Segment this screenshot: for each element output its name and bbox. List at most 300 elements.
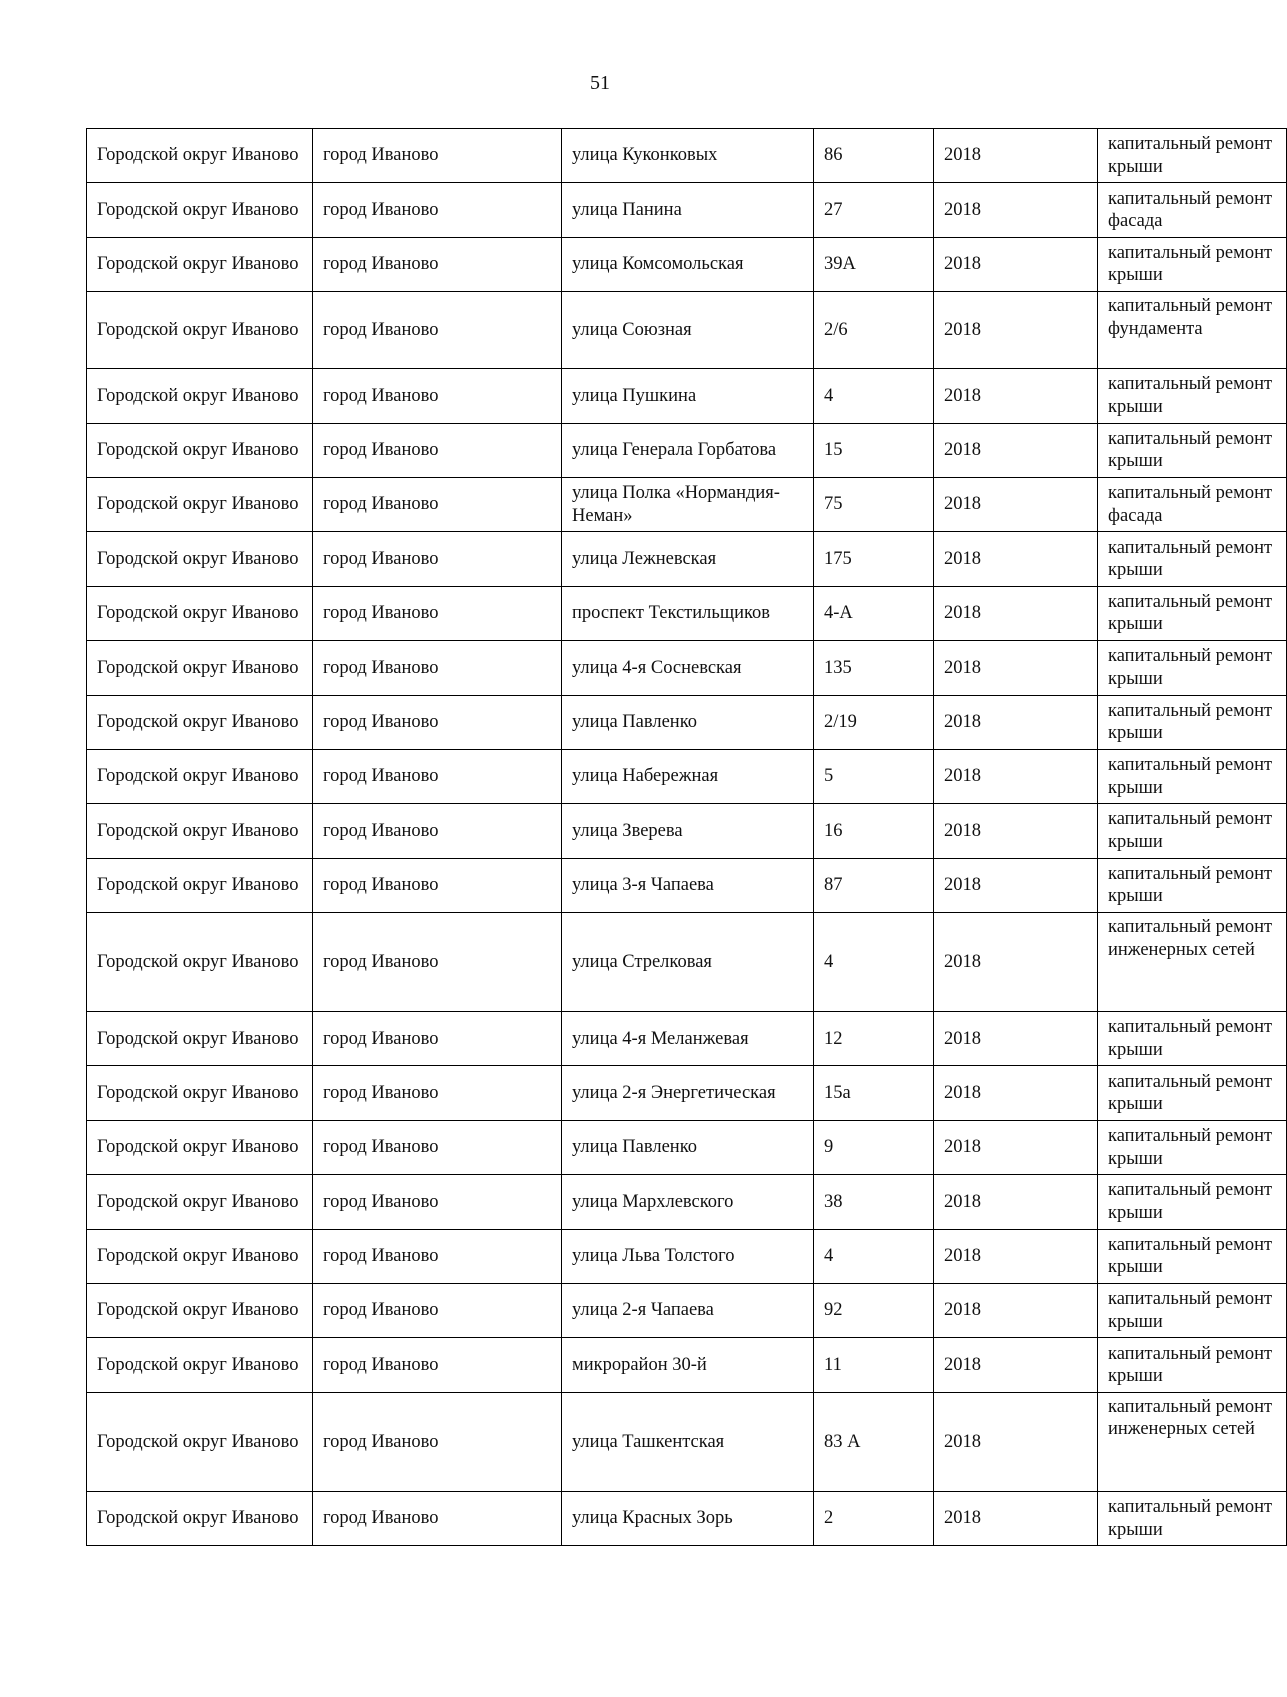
street-cell-text: улица 2-я Энергетическая — [572, 1082, 776, 1103]
work-type-cell-text: капитальный ремонт фасада — [1108, 188, 1273, 232]
year-cell — [934, 369, 1098, 423]
table-row — [87, 1066, 1287, 1120]
city-cell — [313, 129, 562, 183]
work-type-cell — [1098, 749, 1287, 803]
house-number-cell-text: 83 А — [824, 1431, 861, 1452]
street-cell-text: улица Пушкина — [572, 385, 697, 406]
district-cell — [87, 1392, 313, 1491]
house-number-cell — [814, 1066, 934, 1120]
year-cell-text: 2018 — [944, 875, 981, 896]
street-cell-text: улица Полка «Нормандия-Неман» — [572, 483, 780, 526]
work-type-cell-text: капитальный ремонт крыши — [1108, 242, 1273, 286]
district-cell-text: Городской округ Иваново — [97, 199, 299, 220]
street-cell — [562, 532, 814, 586]
house-number-cell — [814, 532, 934, 586]
house-number-cell — [814, 1120, 934, 1174]
year-cell — [934, 477, 1098, 531]
work-type-cell — [1098, 1120, 1287, 1174]
house-number-cell — [814, 423, 934, 477]
street-cell — [562, 1175, 814, 1229]
district-cell — [87, 423, 313, 477]
district-cell — [87, 129, 313, 183]
house-number-cell — [814, 1392, 934, 1491]
city-cell-text: город Иваново — [323, 1246, 439, 1267]
house-number-cell — [814, 369, 934, 423]
work-type-cell-text: капитальный ремонт крыши — [1108, 1289, 1273, 1332]
city-cell — [313, 858, 562, 912]
year-cell — [934, 586, 1098, 640]
city-cell — [313, 804, 562, 858]
year-cell-text: 2018 — [944, 1028, 981, 1049]
house-number-cell-text: 86 — [824, 145, 843, 166]
work-type-cell — [1098, 369, 1287, 423]
work-type-cell — [1098, 1392, 1287, 1491]
table-row — [87, 858, 1287, 912]
house-number-cell-text: 2 — [824, 1508, 834, 1529]
house-number-cell — [814, 1284, 934, 1338]
year-cell-text: 2018 — [944, 1082, 981, 1103]
table-row — [87, 1338, 1287, 1392]
work-type-cell-text: капитальный ремонт инженерных сетей — [1108, 1396, 1273, 1440]
house-number-cell — [814, 749, 934, 803]
district-cell-text: Городской округ Иваново — [97, 1137, 299, 1158]
year-cell — [934, 695, 1098, 749]
year-cell — [934, 183, 1098, 237]
street-cell-text: улица Мархлевского — [572, 1191, 734, 1212]
street-cell-text: улица Зверева — [572, 820, 683, 841]
house-number-cell-text: 4 — [824, 951, 834, 972]
house-number-cell-text: 12 — [824, 1028, 843, 1049]
district-cell — [87, 1066, 313, 1120]
street-cell — [562, 1284, 814, 1338]
street-cell-text: улица Ташкентская — [572, 1431, 725, 1452]
house-number-cell — [814, 913, 934, 1012]
work-type-cell-text: капитальный ремонт фундамента — [1108, 296, 1273, 339]
house-number-cell — [814, 477, 934, 531]
city-cell-text: город Иваново — [323, 1028, 439, 1049]
city-cell — [313, 1120, 562, 1174]
work-type-cell-text: капитальный ремонт крыши — [1108, 755, 1273, 798]
year-cell-text: 2018 — [944, 494, 981, 515]
table-row — [87, 1491, 1287, 1545]
house-number-cell-text: 27 — [824, 199, 843, 220]
year-cell-text: 2018 — [944, 1191, 981, 1212]
table-row — [87, 913, 1287, 1012]
year-cell-text: 2018 — [944, 548, 981, 569]
house-number-cell-text: 9 — [824, 1137, 834, 1158]
street-cell — [562, 1338, 814, 1392]
house-number-cell — [814, 586, 934, 640]
city-cell-text: город Иваново — [323, 603, 439, 624]
city-cell-text: город Иваново — [323, 254, 439, 275]
street-cell-text: улица Стрелковая — [572, 951, 712, 972]
table-row — [87, 1120, 1287, 1174]
street-cell — [562, 695, 814, 749]
street-cell-text: улица Павленко — [572, 1137, 698, 1158]
city-cell — [313, 1491, 562, 1545]
city-cell-text: город Иваново — [323, 1191, 439, 1212]
street-cell — [562, 641, 814, 695]
city-cell — [313, 1066, 562, 1120]
repair-schedule-table — [86, 128, 1287, 1546]
district-cell-text: Городской округ Иваново — [97, 1431, 299, 1452]
district-cell — [87, 858, 313, 912]
city-cell-text: город Иваново — [323, 145, 439, 166]
district-cell — [87, 1175, 313, 1229]
district-cell — [87, 1229, 313, 1283]
table-row — [87, 423, 1287, 477]
work-type-cell — [1098, 804, 1287, 858]
year-cell-text: 2018 — [944, 385, 981, 406]
city-cell-text: город Иваново — [323, 657, 439, 678]
city-cell-text: город Иваново — [323, 951, 439, 972]
city-cell-text: город Иваново — [323, 319, 439, 340]
district-cell — [87, 586, 313, 640]
house-number-cell — [814, 804, 934, 858]
street-cell — [562, 1012, 814, 1066]
house-number-cell-text: 2/6 — [824, 319, 848, 340]
year-cell — [934, 1338, 1098, 1392]
street-cell — [562, 369, 814, 423]
city-cell-text: город Иваново — [323, 1300, 439, 1321]
page-number: 51 — [590, 72, 610, 94]
district-cell-text: Городской округ Иваново — [97, 548, 299, 569]
house-number-cell — [814, 183, 934, 237]
house-number-cell — [814, 1338, 934, 1392]
work-type-cell — [1098, 183, 1287, 237]
district-cell — [87, 369, 313, 423]
district-cell-text: Городской округ Иваново — [97, 494, 299, 515]
work-type-cell — [1098, 532, 1287, 586]
table-row — [87, 749, 1287, 803]
district-cell-text: Городской округ Иваново — [97, 440, 299, 460]
house-number-cell — [814, 1229, 934, 1283]
city-cell-text: город Иваново — [323, 766, 439, 787]
district-cell — [87, 913, 313, 1012]
table-row — [87, 641, 1287, 695]
work-type-cell — [1098, 1012, 1287, 1066]
district-cell-text: Городской округ Иваново — [97, 1508, 299, 1529]
district-cell-text: Городской округ Иваново — [97, 1300, 299, 1321]
city-cell-text: город Иваново — [323, 1354, 439, 1375]
city-cell — [313, 641, 562, 695]
house-number-cell-text: 4 — [824, 385, 834, 406]
street-cell-text: улица Льва Толстого — [572, 1246, 735, 1267]
street-cell — [562, 804, 814, 858]
street-cell-text: улица Лежневская — [572, 548, 717, 569]
work-type-cell — [1098, 1338, 1287, 1392]
street-cell-text: улица 4-я Сосневская — [572, 657, 742, 678]
street-cell-text: улица 2-я Чапаева — [572, 1300, 714, 1321]
street-cell-text: улица 4-я Меланжевая — [572, 1028, 749, 1049]
house-number-cell — [814, 1012, 934, 1066]
work-type-cell-text: капитальный ремонт крыши — [1108, 374, 1273, 417]
city-cell — [313, 477, 562, 531]
city-cell — [313, 1229, 562, 1283]
house-number-cell-text: 2/19 — [824, 711, 857, 732]
house-number-cell-text: 135 — [824, 657, 852, 678]
street-cell-text: проспект Текстильщиков — [572, 603, 771, 624]
work-type-cell — [1098, 586, 1287, 640]
year-cell — [934, 1120, 1098, 1174]
street-cell-text: микрорайон 30-й — [572, 1354, 707, 1375]
district-cell-text: Городской округ Иваново — [97, 951, 299, 972]
house-number-cell — [814, 237, 934, 291]
work-type-cell — [1098, 237, 1287, 291]
city-cell — [313, 237, 562, 291]
year-cell-text: 2018 — [944, 951, 981, 972]
city-cell-text: город Иваново — [323, 1508, 439, 1529]
year-cell — [934, 858, 1098, 912]
year-cell — [934, 804, 1098, 858]
city-cell — [313, 423, 562, 477]
work-type-cell — [1098, 1491, 1287, 1545]
table-row — [87, 183, 1287, 237]
street-cell — [562, 477, 814, 531]
house-number-cell-text: 4 — [824, 1246, 834, 1267]
district-cell — [87, 477, 313, 531]
district-cell-text: Городской округ Иваново — [97, 875, 299, 896]
year-cell-text: 2018 — [944, 440, 981, 460]
street-cell-text: улица Красных Зорь — [572, 1508, 733, 1529]
year-cell — [934, 1012, 1098, 1066]
district-cell — [87, 749, 313, 803]
district-cell — [87, 1491, 313, 1545]
district-cell-text: Городской округ Иваново — [97, 1082, 299, 1103]
city-cell — [313, 695, 562, 749]
year-cell — [934, 129, 1098, 183]
street-cell — [562, 586, 814, 640]
year-cell — [934, 641, 1098, 695]
district-cell — [87, 292, 313, 369]
year-cell-text: 2018 — [944, 254, 981, 275]
district-cell-text: Городской округ Иваново — [97, 319, 299, 340]
year-cell-text: 2018 — [944, 1508, 981, 1529]
work-type-cell-text: капитальный ремонт крыши — [1108, 1126, 1273, 1169]
work-type-cell-text: капитальный ремонт крыши — [1108, 1180, 1273, 1223]
work-type-cell-text: капитальный ремонт крыши — [1108, 1234, 1273, 1278]
work-type-cell-text: капитальный ремонт крыши — [1108, 1497, 1273, 1540]
street-cell — [562, 423, 814, 477]
work-type-cell — [1098, 1175, 1287, 1229]
city-cell — [313, 183, 562, 237]
district-cell — [87, 183, 313, 237]
year-cell-text: 2018 — [944, 1300, 981, 1321]
house-number-cell-text: 75 — [824, 494, 843, 515]
year-cell — [934, 913, 1098, 1012]
house-number-cell — [814, 1491, 934, 1545]
work-type-cell — [1098, 1066, 1287, 1120]
city-cell-text: город Иваново — [323, 875, 439, 896]
district-cell — [87, 1338, 313, 1392]
street-cell-text: улица Набережная — [572, 766, 719, 787]
table-row — [87, 804, 1287, 858]
year-cell-text: 2018 — [944, 603, 981, 624]
city-cell — [313, 913, 562, 1012]
work-type-cell — [1098, 1229, 1287, 1283]
district-cell-text: Городской округ Иваново — [97, 603, 299, 624]
work-type-cell-text: капитальный ремонт крыши — [1108, 134, 1273, 177]
year-cell — [934, 749, 1098, 803]
street-cell — [562, 1491, 814, 1545]
year-cell — [934, 532, 1098, 586]
year-cell-text: 2018 — [944, 1431, 981, 1452]
district-cell-text: Городской округ Иваново — [97, 385, 299, 406]
city-cell — [313, 1284, 562, 1338]
work-type-cell — [1098, 129, 1287, 183]
year-cell-text: 2018 — [944, 1246, 981, 1267]
district-cell — [87, 237, 313, 291]
house-number-cell — [814, 292, 934, 369]
work-type-cell-text: капитальный ремонт крыши — [1108, 809, 1273, 852]
district-cell — [87, 1284, 313, 1338]
work-type-cell — [1098, 858, 1287, 912]
district-cell-text: Городской округ Иваново — [97, 1354, 299, 1375]
work-type-cell-text: капитальный ремонт инженерных сетей — [1108, 917, 1273, 960]
city-cell — [313, 292, 562, 369]
city-cell — [313, 369, 562, 423]
table-body — [87, 129, 1287, 1546]
table-row — [87, 1284, 1287, 1338]
house-number-cell — [814, 858, 934, 912]
year-cell-text: 2018 — [944, 1137, 981, 1158]
year-cell — [934, 237, 1098, 291]
house-number-cell-text: 92 — [824, 1300, 843, 1321]
district-cell — [87, 641, 313, 695]
street-cell-text: улица Панина — [572, 199, 682, 220]
work-type-cell — [1098, 423, 1287, 477]
district-cell-text: Городской округ Иваново — [97, 657, 299, 678]
table-row — [87, 1392, 1287, 1491]
street-cell-text: улица Куконковых — [572, 145, 718, 166]
district-cell — [87, 804, 313, 858]
year-cell — [934, 292, 1098, 369]
street-cell — [562, 183, 814, 237]
work-type-cell-text: капитальный ремонт крыши — [1108, 700, 1273, 744]
year-cell-text: 2018 — [944, 820, 981, 841]
table-row — [87, 292, 1287, 369]
table-row — [87, 1175, 1287, 1229]
street-cell-text: улица Генерала Горбатова — [572, 440, 777, 460]
city-cell-text: город Иваново — [323, 820, 439, 841]
year-cell — [934, 1284, 1098, 1338]
street-cell — [562, 749, 814, 803]
work-type-cell-text: капитальный ремонт крыши — [1108, 1071, 1273, 1115]
table-row — [87, 477, 1287, 531]
house-number-cell — [814, 129, 934, 183]
district-cell — [87, 532, 313, 586]
district-cell-text: Городской округ Иваново — [97, 820, 299, 841]
work-type-cell — [1098, 913, 1287, 1012]
work-type-cell-text: капитальный ремонт фасада — [1108, 483, 1273, 526]
work-type-cell — [1098, 695, 1287, 749]
district-cell-text: Городской округ Иваново — [97, 145, 299, 166]
year-cell — [934, 1491, 1098, 1545]
street-cell — [562, 858, 814, 912]
work-type-cell-text: капитальный ремонт крыши — [1108, 1017, 1273, 1060]
work-type-cell-text: капитальный ремонт крыши — [1108, 1343, 1273, 1387]
house-number-cell-text: 16 — [824, 820, 843, 841]
street-cell — [562, 1229, 814, 1283]
city-cell — [313, 586, 562, 640]
house-number-cell-text: 175 — [824, 548, 852, 569]
work-type-cell — [1098, 641, 1287, 695]
table-row — [87, 695, 1287, 749]
district-cell-text: Городской округ Иваново — [97, 1191, 299, 1212]
table-row — [87, 369, 1287, 423]
year-cell — [934, 1392, 1098, 1491]
table-row — [87, 586, 1287, 640]
street-cell-text: улица Комсомольская — [572, 254, 744, 275]
table-row — [87, 237, 1287, 291]
district-cell-text: Городской округ Иваново — [97, 254, 299, 275]
house-number-cell-text: 5 — [824, 766, 834, 787]
city-cell — [313, 1338, 562, 1392]
work-type-cell-text: капитальный ремонт крыши — [1108, 428, 1273, 472]
table-row — [87, 1012, 1287, 1066]
house-number-cell-text: 15а — [824, 1082, 851, 1103]
year-cell-text: 2018 — [944, 766, 981, 787]
house-number-cell — [814, 1175, 934, 1229]
city-cell-text: город Иваново — [323, 711, 439, 732]
year-cell-text: 2018 — [944, 657, 981, 678]
street-cell — [562, 129, 814, 183]
city-cell-text: город Иваново — [323, 494, 439, 515]
city-cell — [313, 532, 562, 586]
city-cell-text: город Иваново — [323, 199, 439, 220]
work-type-cell — [1098, 477, 1287, 531]
city-cell — [313, 1392, 562, 1491]
city-cell — [313, 1175, 562, 1229]
district-cell-text: Городской округ Иваново — [97, 766, 299, 787]
street-cell — [562, 913, 814, 1012]
street-cell — [562, 1066, 814, 1120]
city-cell-text: город Иваново — [323, 1137, 439, 1158]
work-type-cell — [1098, 292, 1287, 369]
district-cell-text: Городской округ Иваново — [97, 1028, 299, 1049]
work-type-cell-text: капитальный ремонт крыши — [1108, 537, 1273, 581]
house-number-cell-text: 39А — [824, 254, 856, 275]
year-cell — [934, 423, 1098, 477]
district-cell-text: Городской округ Иваново — [97, 1246, 299, 1267]
house-number-cell — [814, 641, 934, 695]
work-type-cell-text: капитальный ремонт крыши — [1108, 863, 1273, 907]
district-cell-text: Городской округ Иваново — [97, 711, 299, 732]
table-row — [87, 129, 1287, 183]
table-row — [87, 1229, 1287, 1283]
year-cell-text: 2018 — [944, 1354, 981, 1375]
year-cell-text: 2018 — [944, 319, 981, 340]
street-cell — [562, 1392, 814, 1491]
city-cell-text: город Иваново — [323, 1082, 439, 1103]
street-cell — [562, 292, 814, 369]
district-cell — [87, 1120, 313, 1174]
house-number-cell — [814, 695, 934, 749]
city-cell — [313, 1012, 562, 1066]
work-type-cell-text: капитальный ремонт крыши — [1108, 591, 1273, 635]
year-cell-text: 2018 — [944, 145, 981, 166]
year-cell-text: 2018 — [944, 199, 981, 220]
street-cell — [562, 237, 814, 291]
year-cell-text: 2018 — [944, 711, 981, 732]
street-cell — [562, 1120, 814, 1174]
house-number-cell-text: 4-А — [824, 603, 853, 624]
house-number-cell-text: 38 — [824, 1191, 843, 1212]
city-cell-text: город Иваново — [323, 440, 439, 460]
table-row — [87, 532, 1287, 586]
house-number-cell-text: 15 — [824, 440, 843, 460]
street-cell-text: улица 3-я Чапаева — [572, 875, 714, 896]
